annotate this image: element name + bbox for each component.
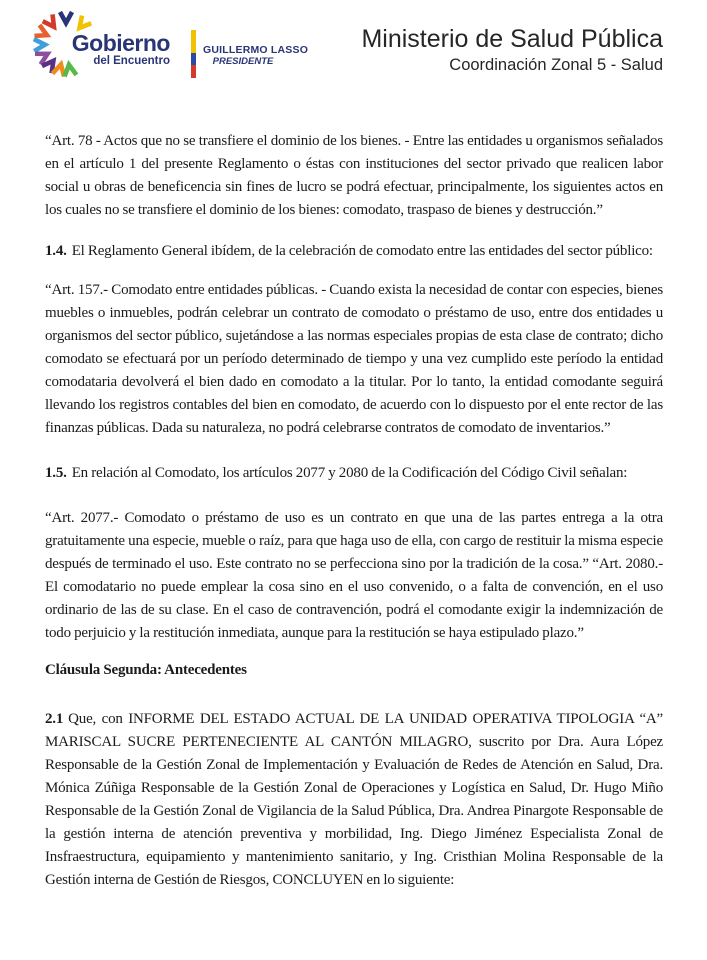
logo-wordmark-sub: del Encuentro [93,55,170,67]
paragraph-number: 1.5. [45,465,67,481]
clause-heading: Cláusula Segunda: Antecedentes [45,662,247,678]
paragraph-number: 2.1 [45,711,64,727]
government-logo [58,32,170,68]
president-name: GUILLERMO LASSO [203,44,309,56]
paragraph-art-78 [45,130,663,222]
paragraph-number: 1.4. [45,243,67,259]
paragraph-text: El Reglamento General ibídem, de la celebración de comodato entre las entidades del sector público: [71,243,653,259]
paragraph-text: “Art. 78 - Actos que no se transfiere el dominio de los bienes. - Entre las entidades u organismos señalados en el artículo 1 del presente Reglamento o éstas con instituciones del sector privado que realicen labor social u obras de beneficencia sin fines de lucro se podrá efectuar, principalmente, los siguientes actos en los cuales no se transfiere el dominio de los bienes: comodato, traspaso de bienes y destrucción.” [45,133,663,218]
paragraph-text: “Art. 157.- Comodato entre entidades públicas. - Cuando exista la necesidad de contar con especies, bienes muebles o inmuebles, podrán celebrar un contrato de comodato o préstamo de uso, entre dos entidades u organismos del sector público, sujetándose a las normas especiales propias de esta clase de contrato; dicho comodato se efectuará por un período determinado de tiempo y una vez cumplido este período la entidad comodataria devolverá el bien dado en comodato a la titular. Por lo tanto, la entidad comodante seguirá llevando los registros contables del bien en comodato, de acuerdo con lo dispuesto por el ente rector de las finanzas públicas. Dada su naturaleza, no podrá celebrarse contratos de comodato de inventarios.” [45,282,663,436]
paragraph-art-157 [45,279,663,440]
section-2-1 [45,708,663,892]
president-title: PRESIDENTE [212,56,274,67]
ecuador-flag-icon [191,30,196,78]
president-block [203,44,309,67]
document-header [0,0,707,100]
logo-wordmark: Gobierno [71,30,170,56]
ministry-header [361,24,663,77]
ministry-title: Ministerio de Salud Pública [361,25,663,53]
ministry-subtitle: Coordinación Zonal 5 - Salud [449,56,663,75]
paragraph-text: “Art. 2077.- Comodato o préstamo de uso es un contrato en que una de las partes entrega a la otra gratuitamente una especie, mueble o raíz, para que haga uso de ella, con cargo de restituir la misma especie después de terminado el uso. Este contrato no se perfecciona sino por la tradición de la cosa.” “Art. 2080.- El comodatario no puede emplear la cosa sino en el uso convenido, o a falta de convención, en el uso ordinario de las de su clase. En el caso de contravención, podrá el comodante exigir la indemnización de todo perjuicio y la restitución inmediata, aunque para la restitución se haya estipulado plazo.” [45,510,663,641]
document-body [0,100,707,892]
paragraph-text: En relación al Comodato, los artículos 2077 y 2080 de la Codificación del Código Civil señalan: [71,465,628,481]
paragraph-text: Que, con INFORME DEL ESTADO ACTUAL DE LA UNIDAD OPERATIVA TIPOLOGIA “A” MARISCAL SUCRE PERTENECIENTE AL CANTÓN MILAGRO, suscrito por Dra. Aura López Responsable de la Gestión Zonal de Implementación y Evaluación de Redes de Atención en Salud, Dra. Mónica Zúñiga Responsable de la Gestión Zonal de Operaciones y Logística en Salud, Dr. Hugo Miño Responsable de la Gestión Zonal de Vigilancia de la Salud Pública, Dra. Andrea Pinargote Responsable de la gestión interna de atención preventiva y morbilidad, Ing. Diego Jiménez Especialista Zonal de Insfraestructura, equipamiento y mantenimiento sanitario, y Ing. Cristhian Molina Responsable de la Gestión interna de Gestión de Riesgos, CONCLUYEN en lo siguiente: [45,711,663,888]
section-1-4 [45,240,663,263]
section-1-5 [45,462,663,485]
paragraph-art-2077-2080 [45,507,663,645]
